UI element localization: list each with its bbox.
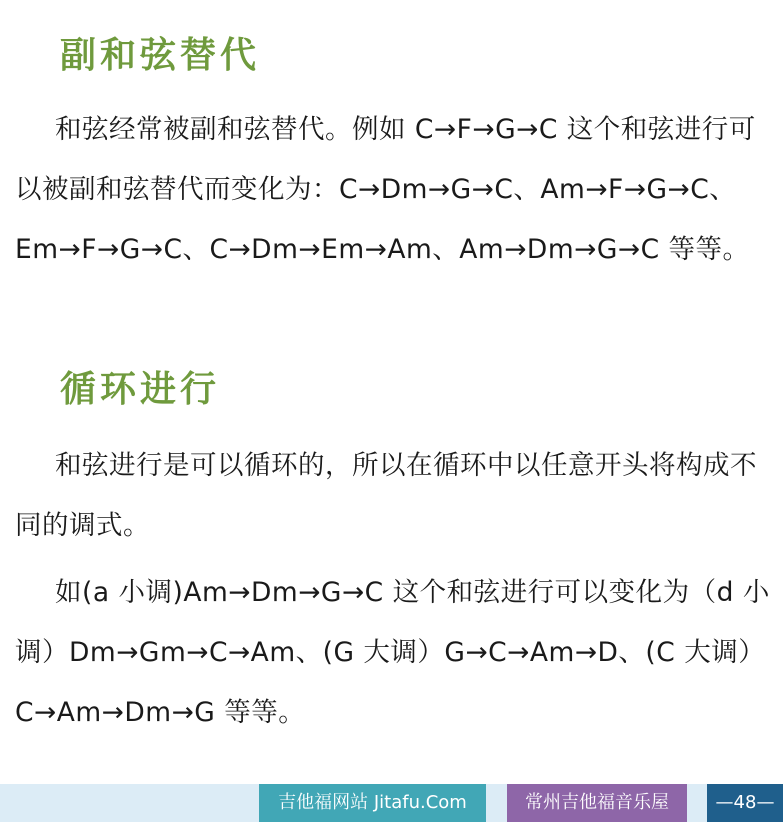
page-number: —48—	[707, 784, 783, 822]
footer-shop-label: 常州吉他福音乐屋	[507, 784, 687, 822]
paragraph-substitution: 和弦经常被副和弦替代。例如 C→F→G→C 这个和弦进行可以被副和弦替代而变化为：C→Dm→G→C、Am→F→G→C、Em→F→G→C、C→Dm→Em→Am、Am→Dm→G→C 等等。	[15, 114, 756, 265]
section-heading-secondary-chord-substitution: 副和弦替代	[60, 35, 261, 76]
paragraph-cyclic-intro: 和弦进行是可以循环的，所以在循环中以任意开头将构成不同的调式。	[15, 450, 757, 541]
page-footer	[0, 784, 783, 822]
paragraph-cyclic-example: 如(a 小调)Am→Dm→G→C 这个和弦进行可以变化为（d 小调）Dm→Gm→C→Am、(G 大调）G→C→Am→D、(C 大调）C→Am→Dm→G 等等。	[15, 577, 770, 728]
footer-site-label: 吉他福网站 Jitafu.Com	[259, 784, 486, 822]
section-heading-cyclic-progression: 循环进行	[60, 369, 221, 410]
